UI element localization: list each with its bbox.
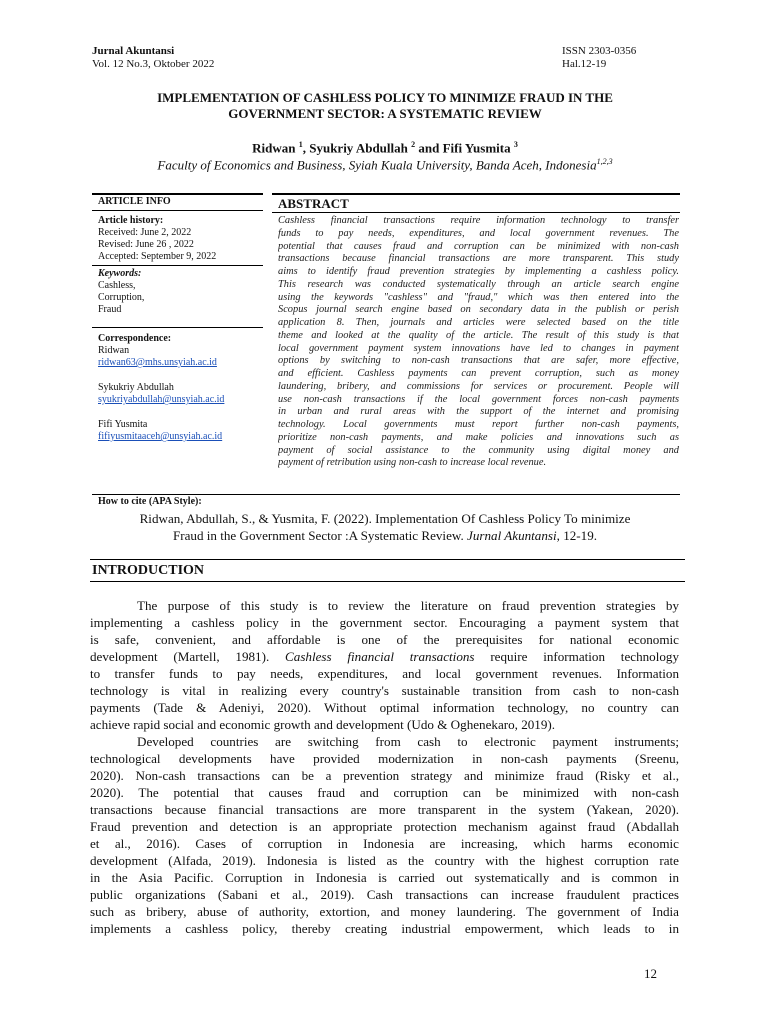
- divider: [92, 494, 680, 495]
- text-line: implementing a cashless policy in the government sector. Encouraging a payment system that: [90, 615, 679, 630]
- affiliation: [90, 157, 680, 173]
- abstract-line: use non-cash transactions if the local government forces non-cash payments: [278, 393, 679, 405]
- text-segment: development (Martell, 1981).: [90, 649, 270, 664]
- accepted-date: Accepted: September 9, 2022: [98, 251, 217, 262]
- divider: [272, 212, 680, 213]
- intro-paragraph-2: [90, 733, 679, 937]
- author-list: [90, 140, 680, 156]
- intro-paragraph-1: [90, 597, 679, 733]
- abstract-line: theme and looked at the quality of the article. The result of this study is that: [278, 329, 679, 341]
- abstract-line: prioritize non-cash payments, and make policies and innovations such as: [278, 431, 679, 443]
- text-line: transactions because financial transactions are more transparent in the system (Yakean, 2020).: [90, 802, 679, 817]
- title-line: GOVERNMENT SECTOR: A SYSTEMATIC REVIEW: [228, 106, 542, 121]
- abstract-line: technology. Local governments must report further non-cash payments,: [278, 419, 679, 430]
- abstract-line: aims to identify fraud prevention strategies by implementing a cashless policy.: [278, 266, 679, 277]
- text-line: such as bribery, abuse of authority, extortion, and money laundering. The government of India: [90, 904, 679, 919]
- citation-segment: , 12-19.: [556, 528, 598, 543]
- text-line: [90, 648, 679, 665]
- text-line: is safe, convenient, and affordable is one of the prerequisites for national economic: [90, 632, 679, 647]
- divider: [92, 327, 263, 328]
- abstract-heading: ABSTRACT: [278, 196, 349, 211]
- text-line: The purpose of this study is to review the literature on fraud prevention strategies by: [137, 598, 679, 613]
- correspondence-block: [98, 333, 224, 443]
- abstract-line: This research was conducted systematically through an article search engine: [278, 278, 679, 290]
- article-history: [98, 215, 216, 263]
- abstract-line: Cashless financial transactions require information technology to transfer: [278, 215, 679, 226]
- correspondence-label: Correspondence:: [98, 333, 172, 344]
- affiliation-text: Faculty of Economics and Business, Syiah Kuala University, Banda Aceh, Indonesia: [157, 157, 597, 173]
- citation-label: How to cite (APA Style):: [98, 496, 202, 507]
- text-line: public organizations (Sabani et al., 2019). Cash transactions can increase fraudulent practices: [90, 887, 679, 902]
- author-name: , Syukriy Abdullah: [302, 140, 412, 156]
- abstract-line: payment of retribution using non-cash to increase local revenue.: [278, 457, 547, 469]
- text-line: 2020). The potential that causes fraud and corruption can be minimized with non-cash: [90, 785, 679, 800]
- text-line: 2020). Non-cash transactions can be a prevention strategy and minimize fraud (Risky et al.,: [90, 768, 679, 783]
- abstract-line: potential that causes fraud and corruption can be minimized with non-cash: [278, 240, 679, 252]
- journal-volume: Vol. 12 No.3, Oktober 2022: [92, 58, 215, 70]
- text-line: development (Alfada, 2019). Indonesia is listed as the country with the highest corruption rate: [90, 853, 679, 868]
- contact-email-link[interactable]: syukriyabdullah@unsyiah.ac.id: [98, 394, 225, 405]
- author-sup: 3: [513, 140, 518, 149]
- author-sup: 2: [411, 140, 416, 149]
- revised-date: Revised: June 26 , 2022: [98, 239, 194, 250]
- citation-line: Ridwan, Abdullah, S., & Yusmita, F. (2022). Implementation Of Cashless Policy To minimize: [139, 511, 631, 526]
- divider: [92, 210, 263, 211]
- text-line: technology is vital in realizing every country's sustainable transition from cash to non-cash: [90, 683, 679, 698]
- received-date: Received: June 2, 2022: [98, 227, 192, 238]
- abstract-line: in urban and rural areas with the support of the internet and promising: [278, 406, 679, 418]
- divider: [90, 559, 685, 560]
- divider: [272, 193, 680, 195]
- author-name: and Fifi Yusmita: [415, 140, 514, 156]
- text-line: achieve rapid social and economic growth and development (Udo & Oghenekaro, 2019).: [90, 717, 556, 732]
- abstract-line: transactions because financial transactions are more transparent. This study: [278, 253, 679, 265]
- text-line: Developed countries are switching from cash to electronic payment instruments;: [137, 734, 679, 749]
- text-line: implements a cashless policy, thereby creating industrial empowerment, which leads to in: [90, 921, 679, 936]
- abstract-line: funds to pay needs, expenditures, and local government revenues. The: [278, 227, 679, 239]
- title-line: IMPLEMENTATION OF CASHLESS POLICY TO MINIMIZE FRAUD IN THE: [157, 90, 613, 105]
- contact-name: Fifi Yusmita: [98, 419, 148, 430]
- author-sup: 1: [298, 140, 303, 149]
- text-segment: require information technology: [474, 649, 679, 664]
- abstract-line: application 8. Then, journals and articles were selected based on the title: [278, 317, 679, 328]
- abstract-line: Scopus journal search engine based on secondary data in the publish or perish: [278, 304, 679, 316]
- divider: [90, 581, 685, 582]
- text-line: in the Asia Pacific. Corruption in Indonesia is carried out systematically and is common in: [90, 870, 679, 885]
- contact-email-link[interactable]: ridwan63@mhs.unsyiah.ac.id: [98, 357, 217, 368]
- keyword: Corruption,: [98, 292, 145, 303]
- introduction-heading: INTRODUCTION: [92, 563, 205, 578]
- citation-segment: Fraud in the Government Sector :A Systematic Review.: [172, 528, 468, 543]
- affiliation-sup: 1,2,3: [596, 157, 613, 166]
- text-line: to transfer funds to pay needs, expenditures, and local government revenues. Information: [90, 666, 679, 681]
- abstract-line: options by switching to non-cash transactions that are safer, more effective,: [278, 355, 679, 367]
- contact-name: Sykukriy Abdullah: [98, 382, 174, 393]
- journal-name: Jurnal Akuntansi: [92, 45, 175, 57]
- journal-pages: Hal.12-19: [562, 58, 607, 70]
- abstract-line: and efficient. Cashless payments can prevent corruption, such as money: [278, 368, 679, 379]
- contact-email-link[interactable]: fifiyusmitaaceh@unsyiah.ac.id: [98, 431, 223, 442]
- keywords-label: Keywords:: [98, 268, 142, 279]
- keyword: Fraud: [98, 304, 122, 315]
- history-label: Article history:: [98, 215, 164, 226]
- article-info-heading: ARTICLE INFO: [98, 196, 171, 207]
- abstract-body: [278, 215, 679, 470]
- text-line: payments (Tade & Adeniyi, 2020). Without optimal information technology, no country can: [90, 700, 679, 715]
- abstract-line: payment of social assistance to the community using digital money and: [278, 444, 679, 456]
- contact-name: Ridwan: [98, 345, 130, 356]
- text-line: et al., 2016). Cases of corruption in Indonesia are increasing, which harms economic: [90, 836, 679, 851]
- keyword: Cashless,: [98, 280, 136, 291]
- divider: [92, 193, 263, 195]
- journal-issn: ISSN 2303-0356: [562, 45, 637, 57]
- abstract-line: using the keywords "cashless" and "fraud," which was then entered into the: [278, 291, 679, 303]
- page-number: 12: [644, 966, 657, 981]
- abstract-line: local government payment system innovations have led to changes in payment: [278, 342, 679, 354]
- citation-text: [90, 510, 680, 544]
- paper-title: [90, 90, 680, 122]
- citation-line: [90, 527, 680, 544]
- text-line: technological developments have provided modernization in non-cash payments (Sreenu,: [90, 751, 679, 766]
- keywords-block: [98, 268, 144, 316]
- text-line: Fraud prevention and detection is an appropriate protection mechanism against fraud (Abdallah: [90, 819, 679, 834]
- abstract-line: laundering, bribery, and commissions for services or procurement. People will: [278, 380, 679, 392]
- divider: [92, 265, 263, 266]
- author-name: Ridwan: [252, 140, 299, 156]
- citation-journal: Jurnal Akuntansi: [467, 528, 557, 543]
- italic-phrase: Cashless financial transactions: [285, 649, 475, 664]
